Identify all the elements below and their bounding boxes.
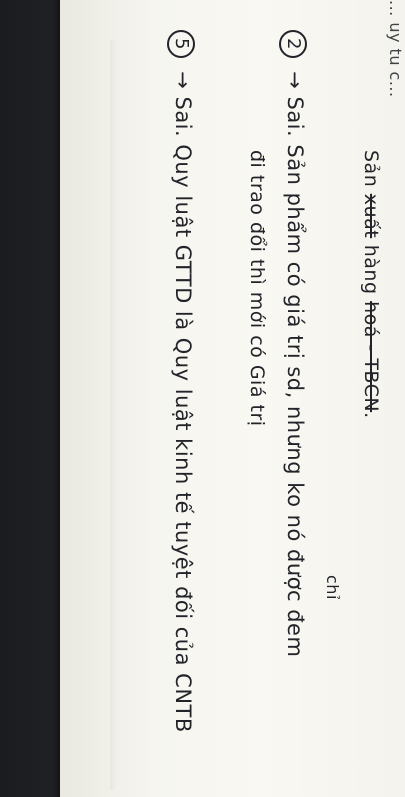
heading-suffix: .	[360, 412, 382, 419]
heading-middle: hàng	[360, 244, 382, 295]
item-2-line-2: đi trao đổi thì mới có Giá trị	[246, 150, 268, 427]
heading-struck-word: xuất	[360, 193, 382, 239]
item-2-number: 2	[279, 30, 307, 58]
heading-prefix: Sản	[360, 150, 382, 188]
top-fragment-text: ... uy tu c...	[386, 0, 405, 98]
item-2-line-1	[279, 30, 307, 657]
item-2-arrow: →	[283, 71, 307, 90]
item-5-text-1: Quy luật GTTD là Quy luật kinh tế tuyệt đối của CNTB	[171, 144, 195, 733]
item-5-arrow: →	[171, 71, 195, 90]
item-5-sai: Sai.	[171, 96, 195, 138]
item-2-insertion: chỉ	[323, 575, 342, 600]
item-5-number: 5	[167, 30, 195, 58]
item-5-line-1	[167, 30, 195, 733]
item-2-text-1: Sản phẩm có giá trị sd, nhưng ko nó được đem	[283, 144, 307, 658]
item-2-sai: Sai.	[283, 96, 307, 138]
paper-fold-shadow	[110, 40, 116, 790]
heading-line	[360, 150, 382, 419]
heading-struck-tail: hoá - TBCN	[360, 301, 382, 413]
